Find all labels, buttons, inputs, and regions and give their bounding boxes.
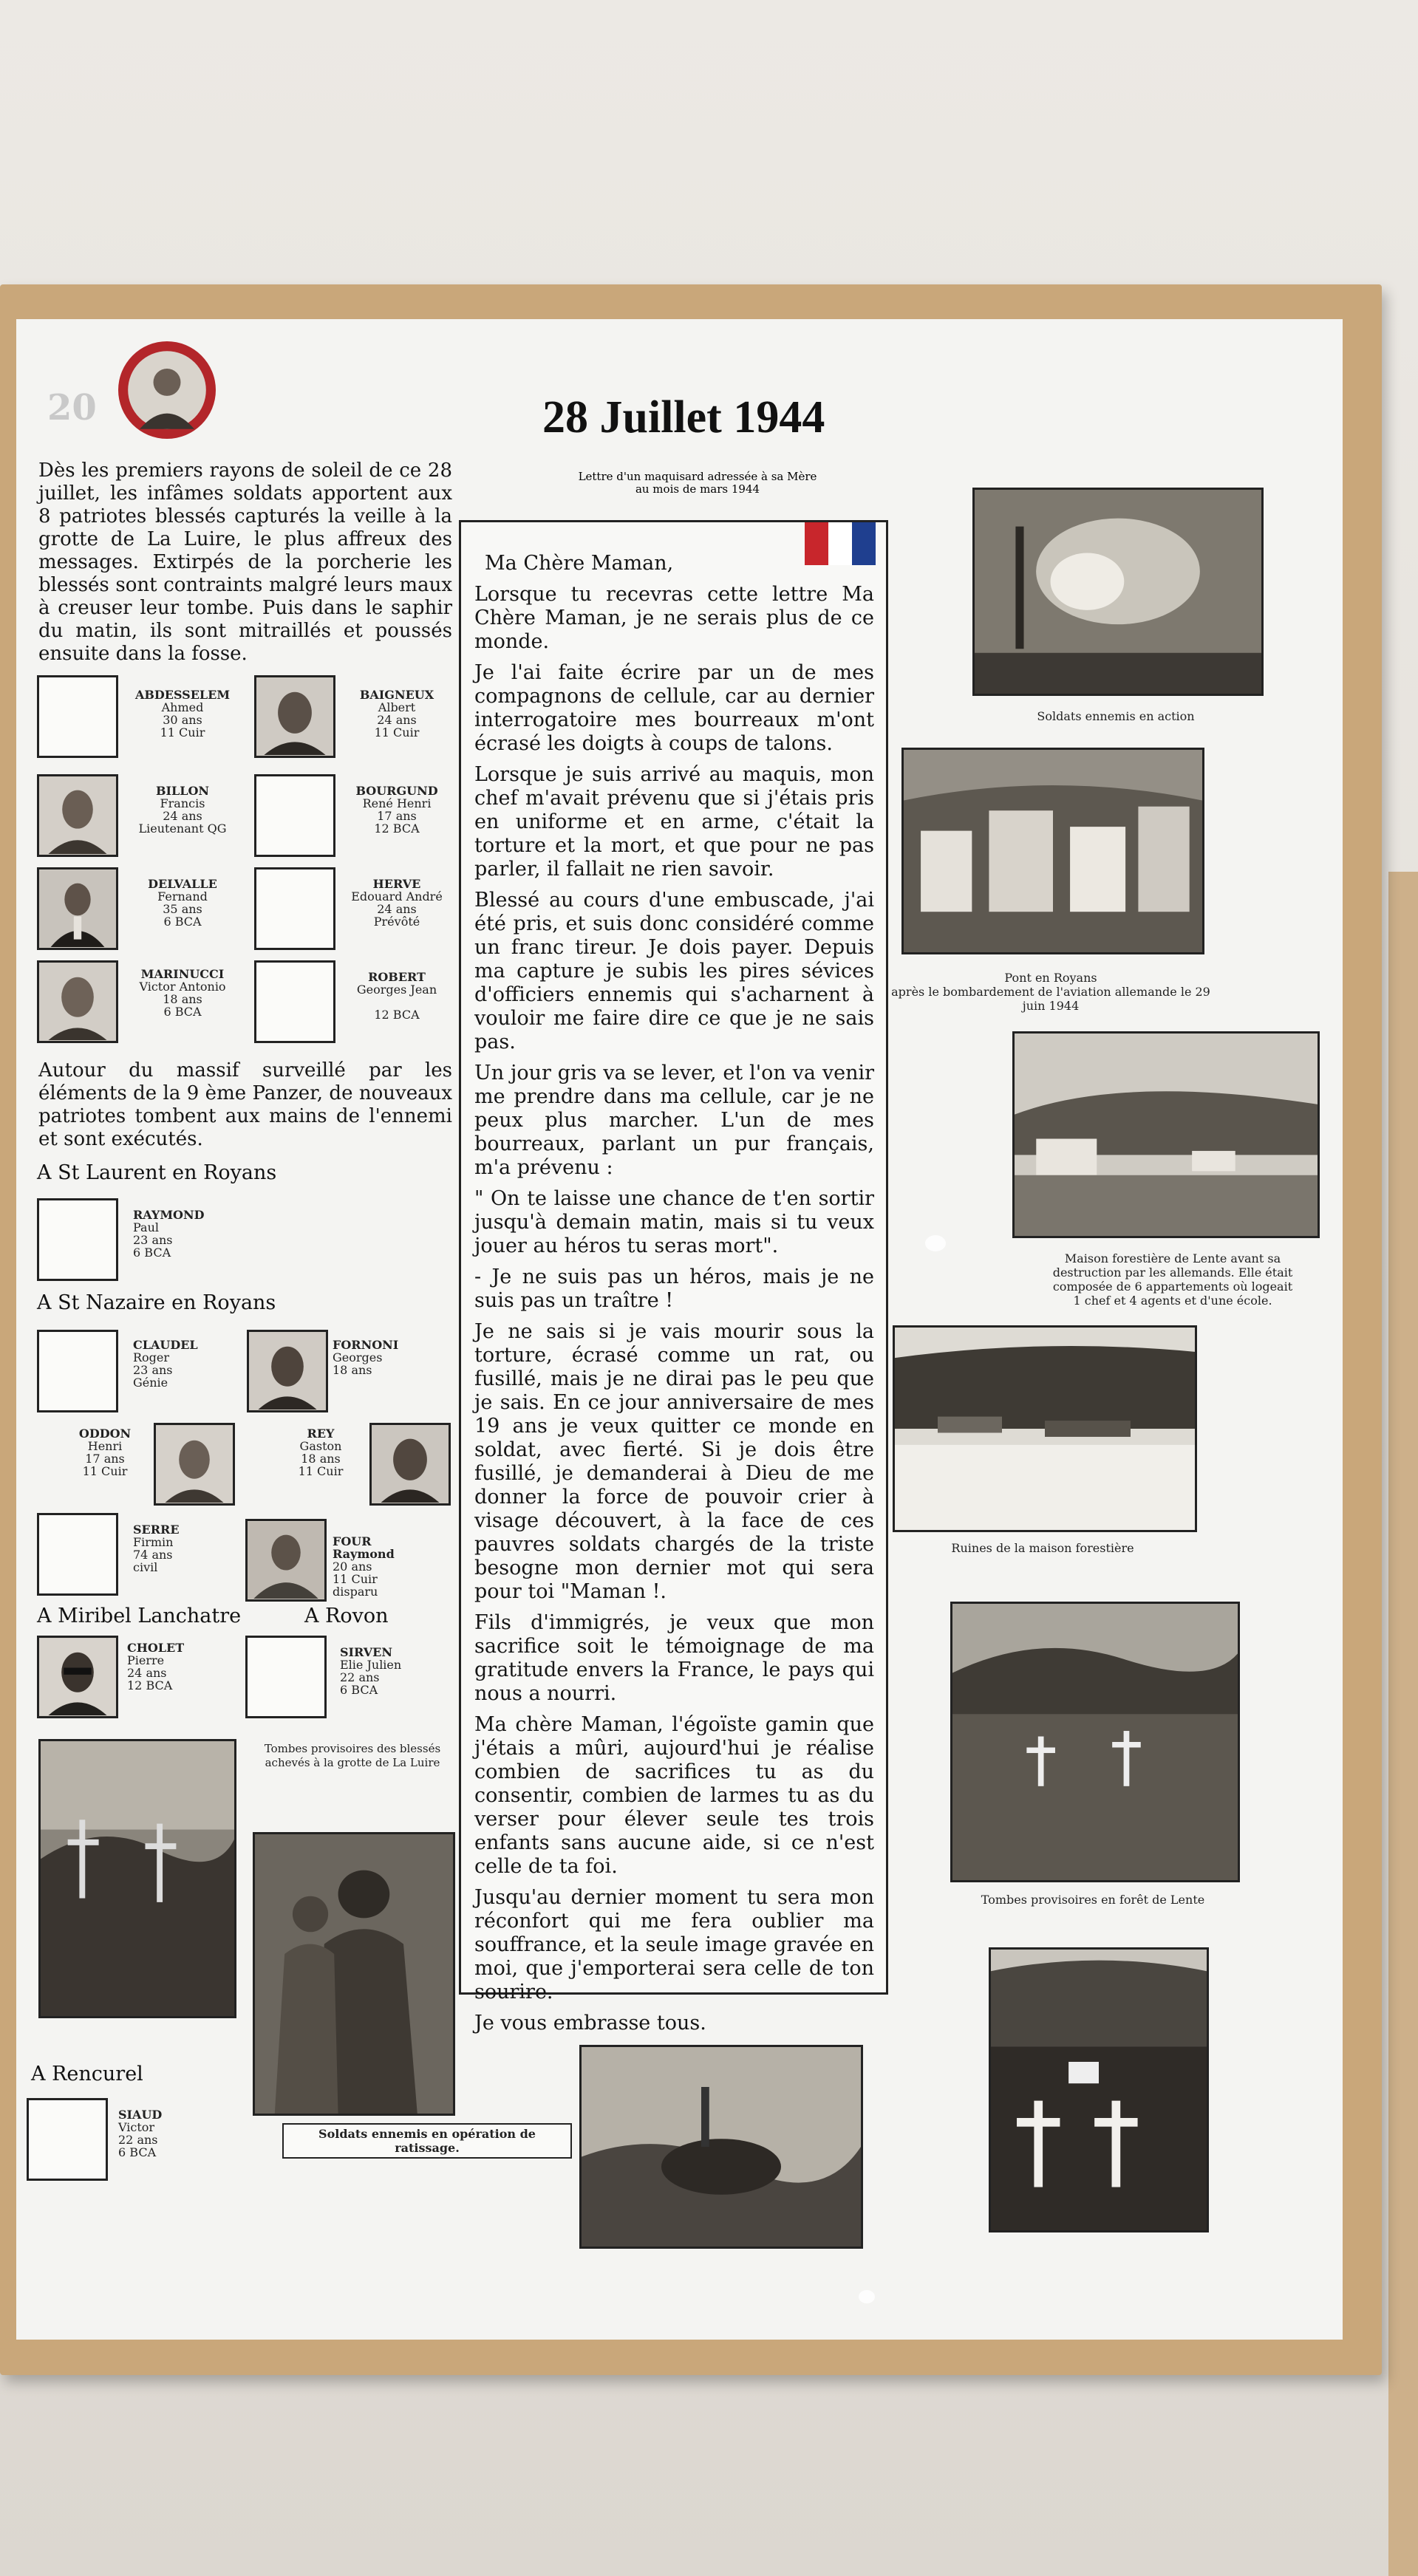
letter-paragraph: Blessé au cours d'une embuscade, j'ai été pris, et suis donc considéré comme un franc tireur. Je dois payer. Depuis ma capture je subis les pires sévices d'officiers ennemis qui s'acharnent à vouloir me faire dire ce que je ne sais pas. [474,889,874,1053]
empty-portrait-frame [254,960,335,1043]
empty-portrait-frame [254,867,335,950]
section-st-laurent: A St Laurent en Royans [37,1161,277,1184]
caption-tombes-lente: Tombes provisoires en forêt de Lente [981,1893,1205,1907]
victim-name: SIRVEN [340,1645,392,1659]
empty-portrait-frame [27,2098,108,2181]
letter-paragraph: Fils d'immigrés, je veux que mon sacrifice soit le témoignage de ma gratitude envers la France, le pays qui nous a nourri. [474,1611,874,1705]
victim-herve [341,878,452,928]
light-reflection [925,1235,946,1251]
victim-name: CLAUDEL [133,1338,198,1352]
victim-sirven [340,1646,429,1696]
caption-soldats-action: Soldats ennemis en action [1037,709,1195,723]
letter-paragraph: Jusqu'au dernier moment tu sera mon réconfort qui me fera oublier ma souffrance, et la seule image gravée en moi, que j'emporterai sera celle de ton sourire. [474,1886,874,2003]
letter-box [459,520,888,2035]
page-title: 28 Juillet 1944 [542,392,825,443]
section-rencurel: A Rencurel [31,2063,143,2085]
victim-details: Victor Antonio 18 ans 6 BCA [139,980,226,1019]
victim-details: Fernand 35 ans 6 BCA [157,889,208,929]
portrait-oddon [154,1423,235,1506]
portrait-baigneux [254,675,335,758]
letter-paragraph: " On te laisse une chance de t'en sortir jusqu'à demain matin, mais si tu veux jouer au héros tu seras mort". [474,1187,874,1257]
medallion [118,341,216,439]
empty-portrait-frame [254,774,335,857]
victim-name: BOURGUND [355,784,438,798]
letter-greeting: Ma Chère Maman, [485,552,674,575]
memorial-poster [16,319,1343,2340]
portrait-rey [369,1423,451,1506]
letter-paragraph: Je ne sais si je vais mourir sous la torture, écrasé comme un rat, ou fusillé, mais je ne dirai pas le peu que je sais. En ce jour anniversaire de mes 19 ans je veux quitter ce monde en soldat, avec fierté. Si je dois être fusillé, je demanderai à Dieu de me donner la force de pouvoir crier à visage découvert, à la face de ces pauvres soldats chargés de la triste besogne mon dernier mot qui sera pour toi "Maman !. [474,1320,874,1603]
victim-rey [276,1427,365,1477]
victim-name: DELVALLE [148,877,217,891]
caption-ratissage: Soldats ennemis en opération de ratissage. [282,2123,572,2159]
portrait-delvalle [37,867,118,950]
caption-ruines: Ruines de la maison forestière [951,1541,1134,1555]
french-flag [805,522,876,565]
victim-name: FOUR Raymond [333,1534,395,1561]
photo-ruines [893,1325,1197,1532]
section-miribel: A Miribel Lanchatre [37,1605,242,1627]
victim-serre [133,1523,222,1574]
victim-siaud [118,2108,207,2159]
section-rovon: A Rovon [304,1605,389,1627]
intro-paragraph: Dès les premiers rayons de soleil de ce 28 juillet, les infâmes soldats apportent aux 8 patriotes blessés capturés la veille à la grotte de La Luire, le plus affreux des messages. Extirpés de la porcherie les blessés sont contraints malgré leurs maux à creuser leur tombe. Puis dans le saphir du matin, ils sont mitraillés et poussés ensuite dans la fosse. [38,459,452,665]
victim-details: René Henri 17 ans 12 BCA [362,796,432,836]
victim-details: Georges Jean 12 BCA [356,983,437,1022]
victim-abdesselem [127,689,238,739]
empty-portrait-frame [37,1513,118,1596]
victim-name: ODDON [78,1427,132,1441]
caption-maison-forestiere: Maison forestière de Lente avant sa destruction par les allemands. Elle était composée de 6 appartements où logeait 1 chef et 4 agents et d'une école. [1052,1251,1293,1308]
flag-red [805,522,828,565]
portrait-four [245,1519,327,1602]
victim-baigneux [341,689,452,739]
victim-bourgund [341,785,452,835]
photo-pont-royans [901,748,1204,954]
victim-details: Pierre 24 ans 12 BCA [127,1653,173,1692]
victim-fornoni [333,1339,421,1376]
empty-portrait-frame [37,675,118,758]
letter-paragraph: - Je ne suis pas un héros, mais je ne suis pas un traître ! [474,1265,874,1312]
photo-maison-forestiere [1012,1031,1320,1238]
victim-name: BAIGNEUX [359,688,434,702]
victim-billon [127,785,238,835]
letter-paragraph: Je vous embrasse tous. [474,2012,706,2035]
victim-raymond [133,1209,222,1259]
victim-cholet [127,1641,216,1692]
caption-pont-royans: Pont en Royans après le bombardement de l'aviation allemande le 29 juin 1944 [891,971,1210,1013]
victim-details: Elie Julien 22 ans 6 BCA [340,1658,402,1697]
victim-oddon [61,1427,149,1477]
second-paragraph: Autour du massif surveillé par les éléments de la 9 ème Panzer, de nouveaux patriotes tombent aux mains de l'ennemi et sont exécutés. [38,1059,452,1150]
flag-white [828,522,852,565]
victim-details: Edouard André 24 ans Prévôté [351,889,443,929]
victim-details: Gaston 18 ans 11 Cuir [298,1439,344,1478]
photo-soldats-action [972,488,1264,696]
letter-paragraph: Un jour gris va se lever, et l'on va venir me prendre dans ma cellule, car je ne peux plus marcher. L'un de mes bourreaux, parlant un pur français, m'a prévenu : [474,1062,874,1179]
victim-details: 20 ans 11 Cuir disparu [333,1559,378,1599]
victim-name: CHOLET [127,1641,185,1655]
empty-portrait-frame [37,1330,118,1412]
victim-name: SERRE [133,1523,180,1537]
victim-name: FORNONI [333,1338,399,1352]
section-st-nazaire: A St Nazaire en Royans [37,1291,276,1314]
victim-details: Ahmed 30 ans 11 Cuir [160,700,205,739]
page-number: 20 [47,387,97,428]
victim-delvalle [127,878,238,928]
photo-tombes-lente [950,1602,1240,1882]
victim-details: Georges 18 ans [333,1350,383,1377]
victim-details: Francis 24 ans Lieutenant QG [138,796,227,836]
letter-paragraph: Lorsque tu recevras cette lettre Ma Chère Maman, je ne serais plus de ce monde. [474,583,874,653]
victim-name: MARINUCCI [140,967,225,981]
portrait-marinucci [37,960,118,1043]
victim-robert [341,971,452,1021]
letter-paragraph: Je l'ai faite écrire par un de mes compagnons de cellule, car au dernier interrogatoire mes bourreaux m'ont écrasé les doigts à coups de talons. [474,661,874,755]
victim-details: Firmin 74 ans civil [133,1535,174,1574]
caption-tombes-luire: Tombes provisoires des blessés achevés à la grotte de La Luire [264,1742,441,1769]
letter-paragraph: Lorsque je suis arrivé au maquis, mon chef m'avait prévenu que si j'étais pris en uniforme et en arme, c'était la torture et la mort, et que pour ne pas parler, il fallait ne rien savoir. [474,763,874,881]
portrait-billon [37,774,118,857]
victim-name: ROBERT [368,970,426,984]
victim-marinucci [127,968,238,1018]
adjacent-frame [1388,872,1418,2576]
victim-details: Albert 24 ans 11 Cuir [374,700,420,739]
victim-details: Victor 22 ans 6 BCA [118,2120,158,2159]
light-reflection [859,2290,875,2303]
photo-ratissage [579,2045,863,2249]
photo-croix [989,1947,1209,2232]
victim-name: REY [307,1427,335,1441]
victim-name: HERVE [372,877,421,891]
empty-portrait-frame [245,1636,327,1718]
victim-four [333,1535,436,1598]
portrait-cholet [37,1636,118,1718]
flag-blue [852,522,876,565]
letter-subtitle: Lettre d'un maquisard adressée à sa Mère au mois de mars 1944 [578,470,817,496]
victim-details: Roger 23 ans Génie [133,1350,173,1390]
photo-tombes-luire [38,1739,236,2018]
victim-name: RAYMOND [133,1208,205,1222]
portrait-fornoni [247,1330,328,1412]
empty-portrait-frame [37,1198,118,1281]
victim-details: Henri 17 ans 11 Cuir [82,1439,128,1478]
photo-soldats [253,1832,455,2116]
victim-name: SIAUD [118,2108,163,2122]
victim-name: BILLON [155,784,210,798]
victim-claudel [133,1339,222,1389]
victim-name: ABDESSELEM [134,688,231,702]
letter-paragraph: Ma chère Maman, l'égoïste gamin que j'étais a mûri, aujourd'hui je réalise combien de sacrifices tu as du consentir, combien de larmes tu as du verser pour élever seule tes trois enfants sans aucune aide, si ce n'est celle de ta foi. [474,1713,874,1878]
victim-details: Paul 23 ans 6 BCA [133,1220,173,1260]
